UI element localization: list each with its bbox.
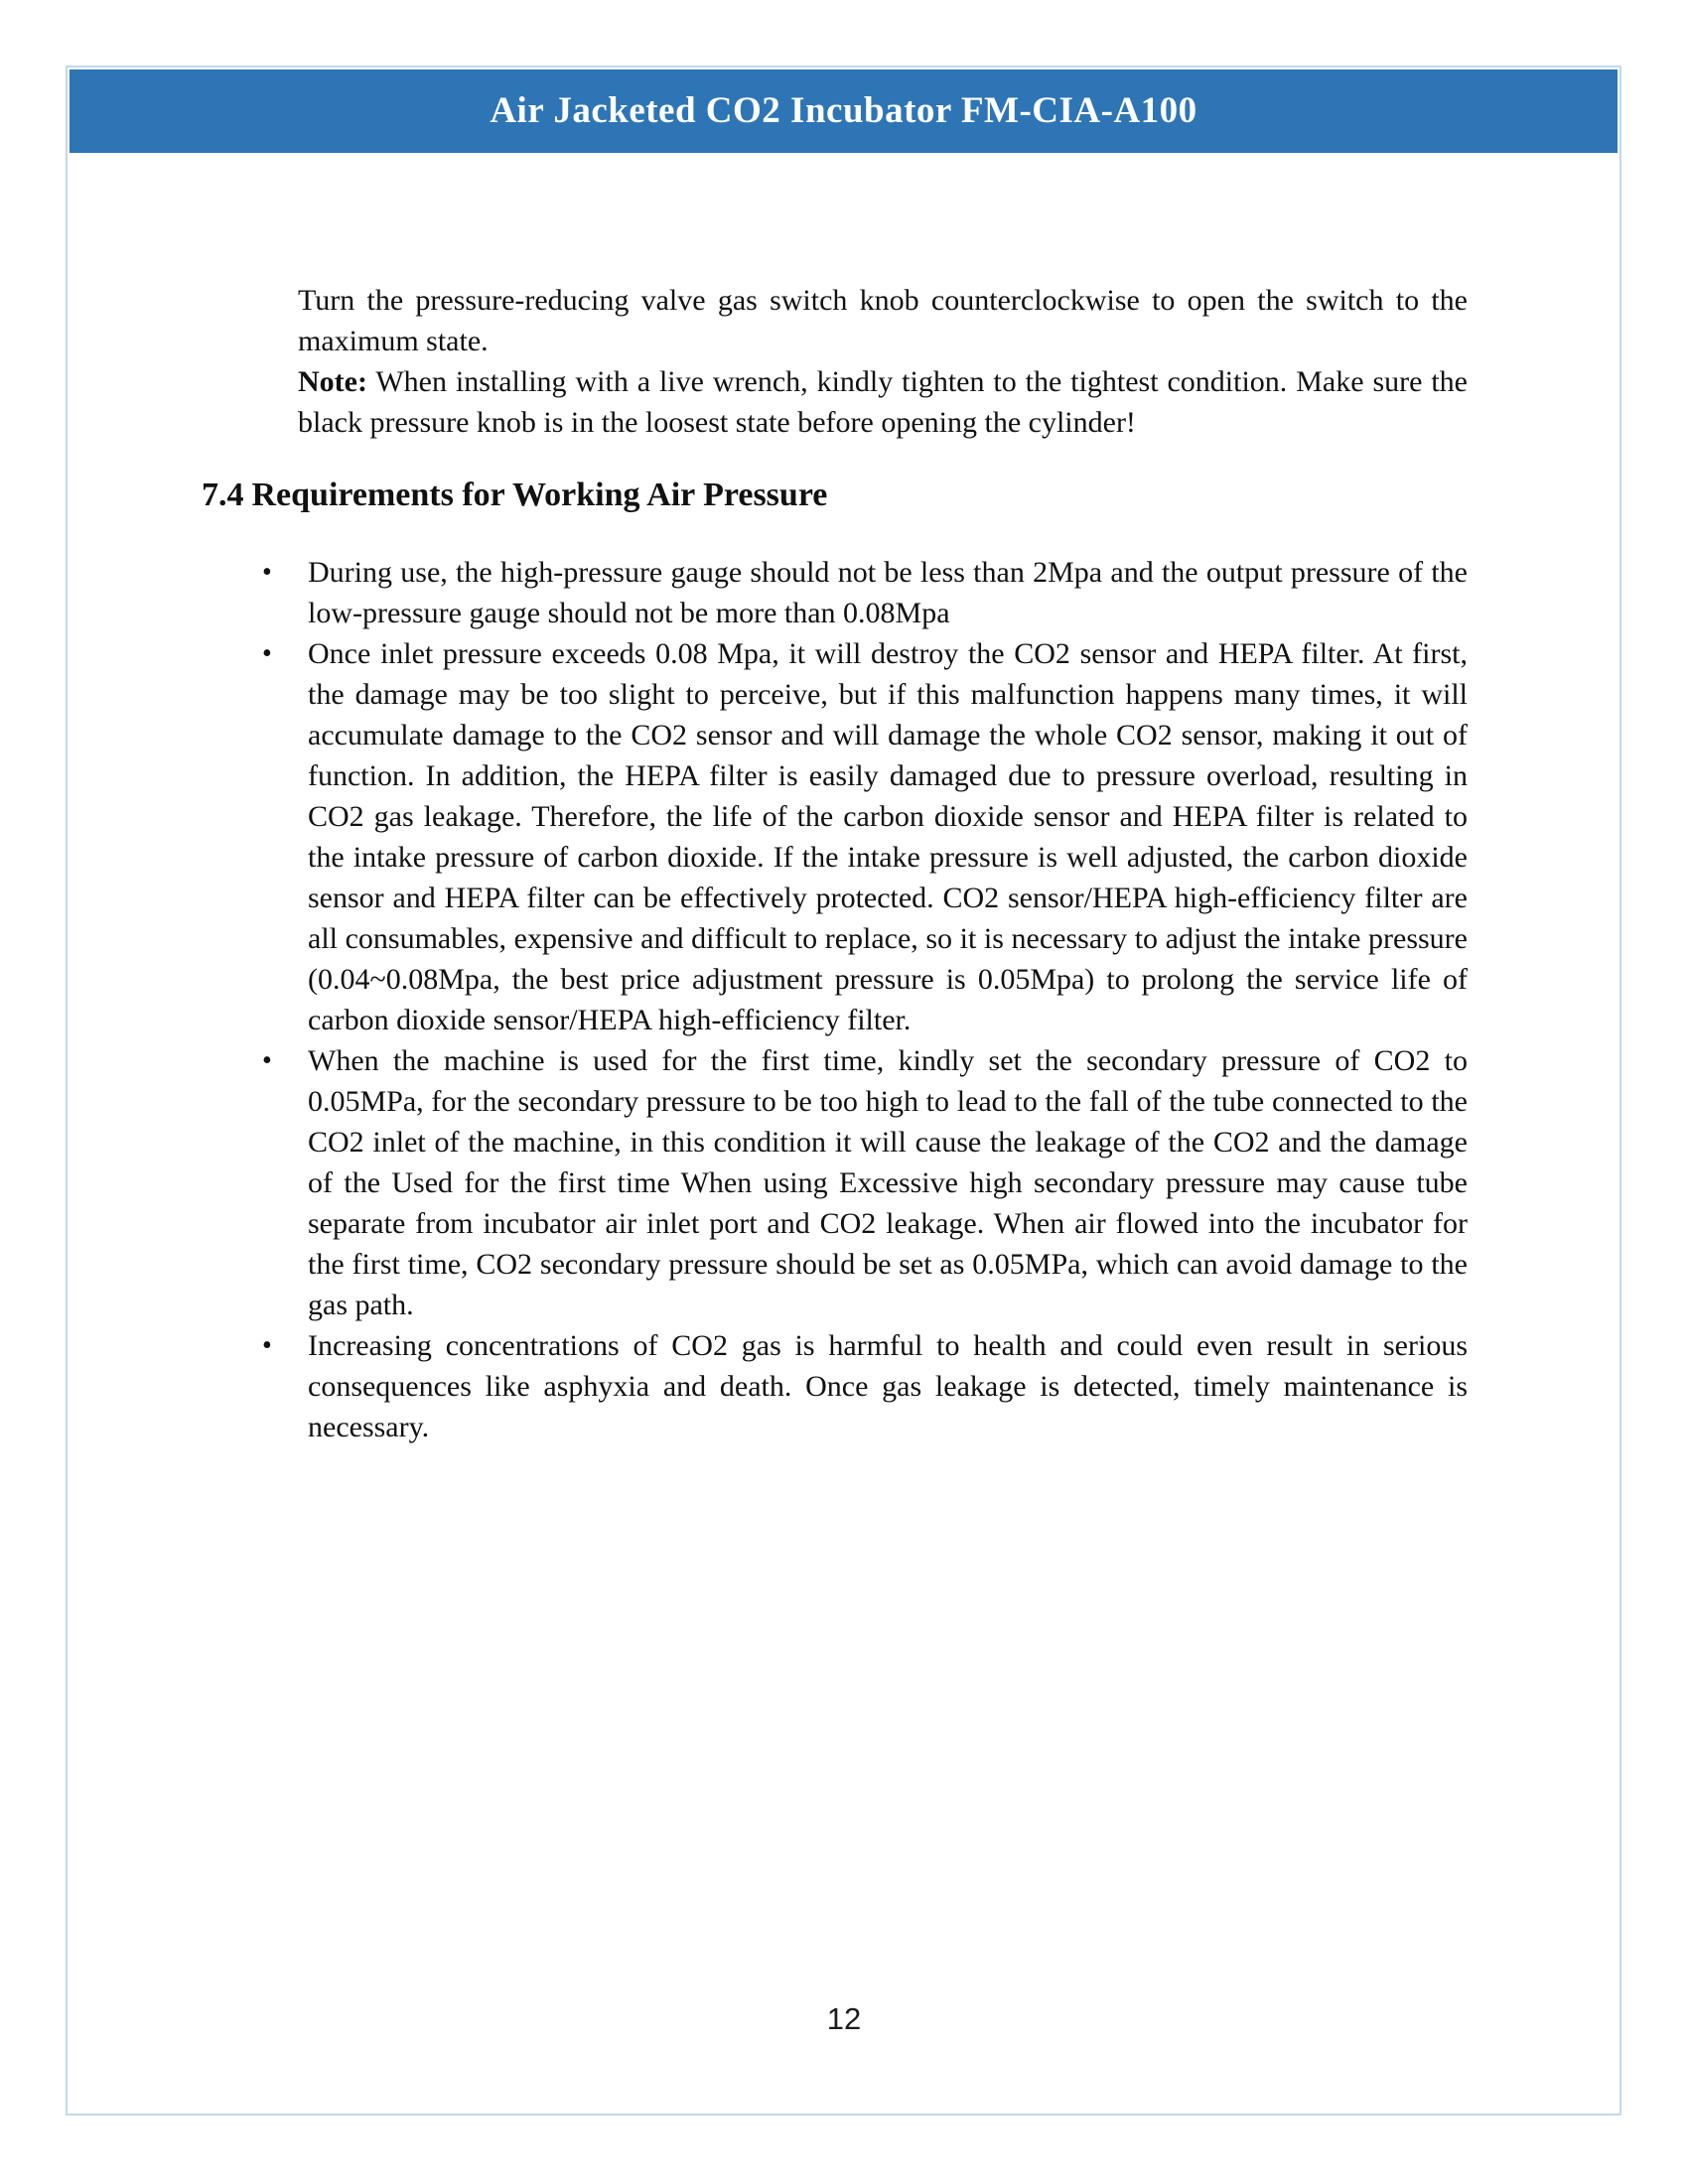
document-title: Air Jacketed CO2 Incubator FM-CIA-A100	[490, 90, 1197, 131]
bullet-icon: •	[262, 1330, 272, 1361]
list-item	[262, 552, 1468, 633]
note-text: When installing with a live wrench, kindly tighten to the tightest condition. Make sure the black pressure knob is in the loosest state before opening the cylinder!	[298, 365, 1468, 439]
intro-paragraph: Turn the pressure-reducing valve gas switch knob counterclockwise to open the switch to the maximum state.	[298, 284, 1468, 357]
bullet-text: During use, the high-pressure gauge should not be less than 2Mpa and the output pressure of the low-pressure gauge should not be more than 0.08Mpa	[308, 556, 1468, 629]
bullet-text: Increasing concentrations of CO2 gas is harmful to health and could even result in serious consequences like asphyxia and death. Once gas leakage is detected, timely maintenance is necessary.	[308, 1329, 1468, 1443]
bullet-icon: •	[262, 1045, 272, 1076]
section-number: 7.4	[202, 477, 244, 513]
page-number: 12	[826, 2001, 862, 2036]
section-heading	[202, 474, 827, 517]
bullet-text: When the machine is used for the first time, kindly set the secondary pressure of CO2 to 0.05MPa, for the secondary pressure to be too high to lead to the fall of the tube connected to the CO2 inlet of the machine, in this condition it will cause the leakage of the CO2 and the damage of the Used for the first time When using Excessive high secondary pressure may cause tube separate from incubator air inlet port and CO2 leakage. When air flowed into the incubator for the first time, CO2 secondary pressure should be set as 0.05MPa, which can avoid damage to the gas path.	[308, 1044, 1468, 1321]
note-paragraph	[298, 361, 1468, 443]
header-bar	[70, 69, 1618, 153]
bullet-list	[262, 552, 1468, 1447]
note-label: Note:	[298, 365, 367, 398]
bullet-text: Once inlet pressure exceeds 0.08 Mpa, it will destroy the CO2 sensor and HEPA filter. At first, the damage may be too slight to perceive, but if this malfunction happens many times, it will accumulate damage to the CO2 sensor and will damage the whole CO2 sensor, making it out of function. In addition, the HEPA filter is easily damaged due to pressure overload, resulting in CO2 gas leakage. Therefore, the life of the carbon dioxide sensor and HEPA filter is related to the intake pressure of carbon dioxide. If the intake pressure is well adjusted, the carbon dioxide sensor and HEPA filter can be effectively protected. CO2 sensor/HEPA high-efficiency filter are all consumables, expensive and difficult to replace, so it is necessary to adjust the intake pressure (0.04~0.08Mpa, the best price adjustment pressure is 0.05Mpa) to prolong the service life of carbon dioxide sensor/HEPA high-efficiency filter.	[308, 637, 1468, 1036]
section-title: Requirements for Working Air Pressure	[251, 477, 828, 513]
intro-block	[298, 280, 1468, 443]
list-item	[262, 1325, 1468, 1447]
list-item	[262, 1040, 1468, 1325]
list-item	[262, 633, 1468, 1040]
bullet-icon: •	[262, 557, 272, 588]
bullet-icon: •	[262, 638, 272, 669]
